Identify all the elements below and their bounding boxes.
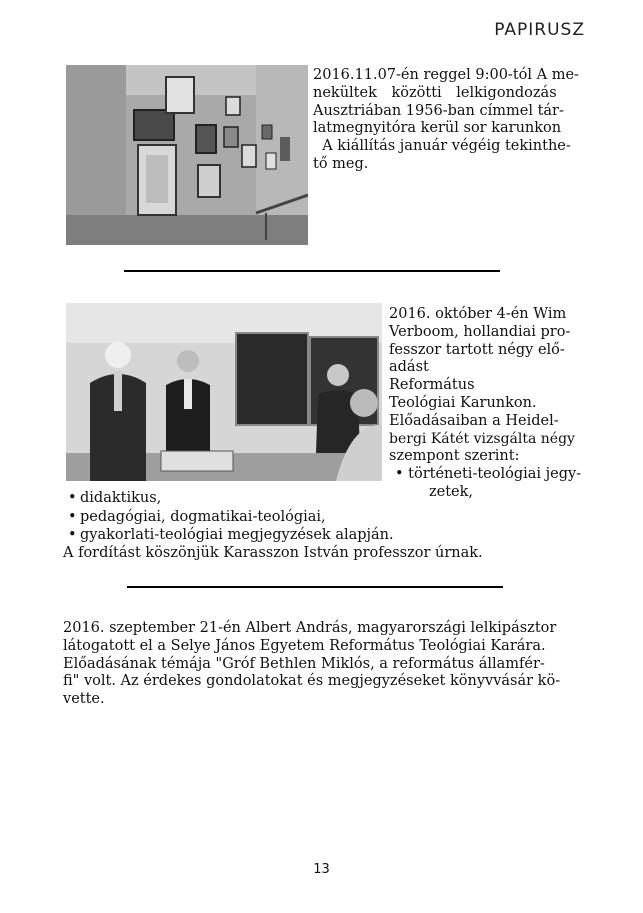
text-line: • történeti-teológiai jegy- [395,466,582,483]
text-line: Teológiai Karunkon. [389,394,537,411]
page-number: 13 [313,862,330,877]
translation-thanks: A fordítást köszönjük Karasszon István professzor úrnak. [63,545,483,561]
text-line: fesszor tartott négy elő- [389,341,565,358]
list-item: • pedagógiai, dogmatikai-teológiai, [68,508,326,525]
lecture-bullet-list [68,489,394,545]
text-line: bergi Kátét vizsgálta négy [389,430,575,447]
bullet-icon: • [68,527,77,543]
text-line: Előadásának témája "Gróf Bethlen Miklós, a református államfér- [63,655,545,672]
text-line: latmegnyitóra kerül sor karunkon [313,120,562,137]
bullet-icon: • [68,490,77,506]
lecture-photo [66,303,382,481]
text-line: vette. [63,691,105,708]
text-line: 2016. szeptember 21-én Albert András, magyarországi lelkipásztor [63,620,557,636]
visit-announcement [63,620,581,709]
list-item: • gyakorlati-teológiai megjegyzések alapján. [68,527,394,543]
exhibition-photo [66,65,308,245]
text-line: szempont szerint: [389,448,520,465]
section-divider [127,586,503,588]
text-line: 2016. október 4-én Wim [389,306,567,322]
bullet-icon: • [68,508,77,525]
text-line: Ausztriában 1956-ban címmel tár- [313,102,564,119]
text-line: fi" volt. Az érdekes gondolatokat és megjegyzéseket könyvvásár kö- [63,673,561,690]
section-divider [124,270,500,272]
publication-title: PAPIRUSZ [494,20,585,40]
text-line: adást Református [389,359,475,394]
lecture-announcement [389,306,582,502]
exhibition-announcement [313,67,581,174]
list-item: • didaktikus, [68,490,162,506]
text-line: Előadásaiban a Heidel- [389,412,559,429]
text-line: tő meg. [313,155,369,172]
text-line: Verboom, hollandiai pro- [389,323,571,340]
text-line: látogatott el a Selye János Egyetem Református Teológiai Karára. [63,637,546,654]
text-line: A kiállítás január végéig tekinthe- [313,138,571,155]
text-line: 2016.11.07-én reggel 9:00-tól A me- [313,67,579,83]
text-line: nekültek közötti lelkigondozás [313,84,557,101]
text-line: zetek, [429,483,474,500]
